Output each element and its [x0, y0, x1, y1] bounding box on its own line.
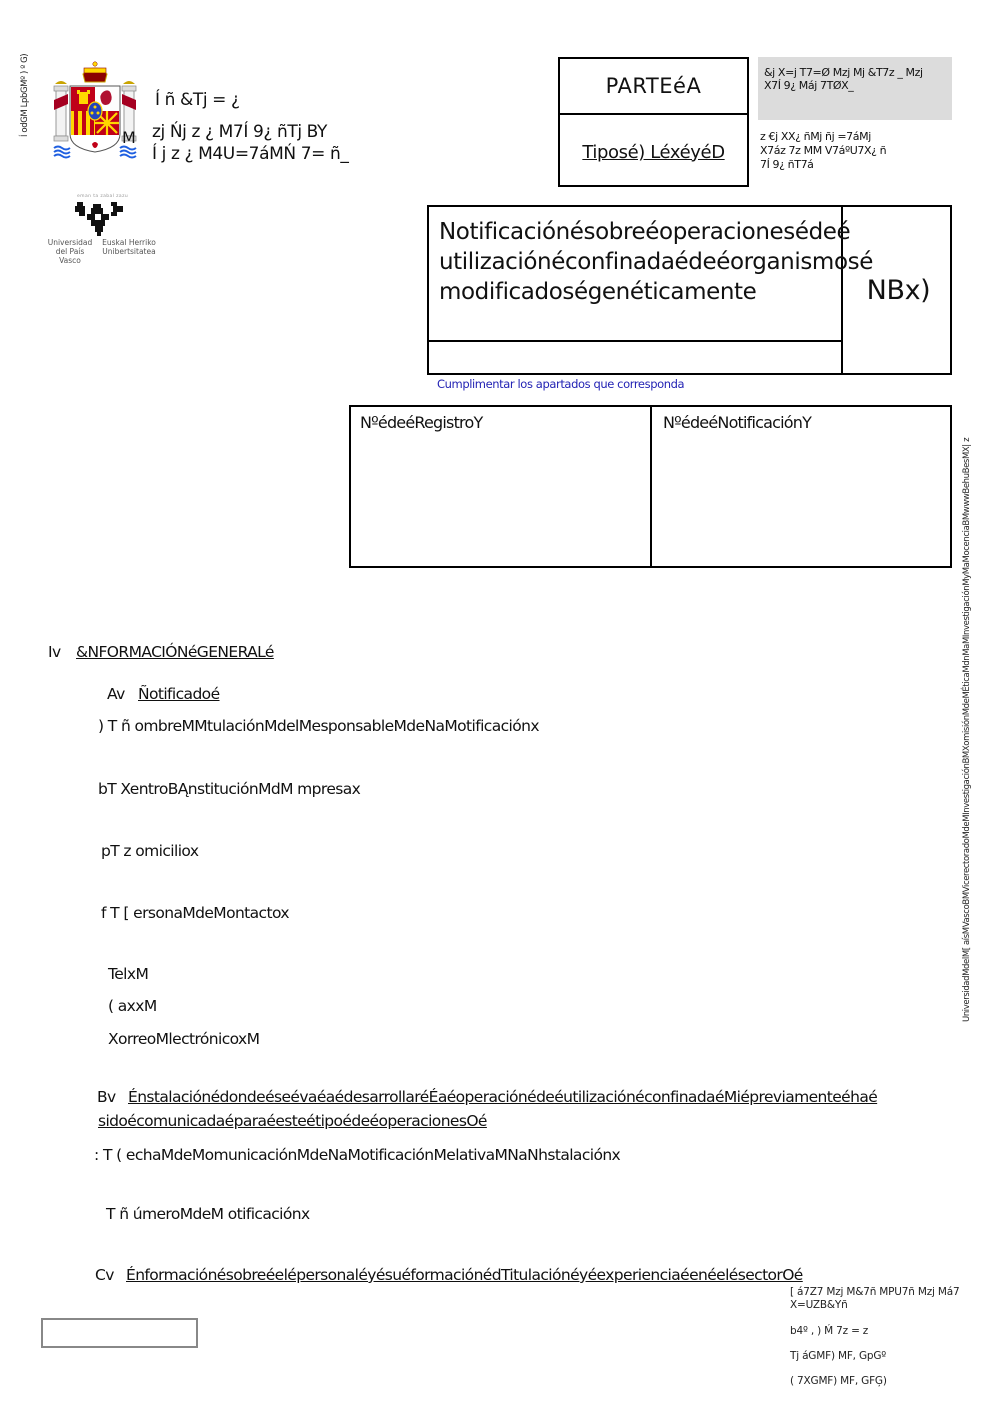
footer-line-5: ( 7XGMF) MF, GFĢ) — [790, 1375, 887, 1387]
footer-line-3: b4º , ) Ḿ 7z = z — [790, 1325, 869, 1337]
item-d-label: f T [ ersonaMdeMontactox — [101, 904, 289, 922]
gray-box-line2: X7Í 9¿ Máj 7TØX_ — [764, 79, 854, 92]
gray-sub-line3: 7Í 9¿ ñT7á — [760, 158, 814, 171]
blue-instruction-note: Cumplimentar los apartados que corresponda — [437, 377, 685, 391]
upv-ehu-logo — [45, 194, 160, 265]
upv-name-es-line1: Universidad — [47, 238, 93, 247]
form-title-line3: modificadoségenéticamente — [439, 279, 757, 305]
tipos-cell — [560, 117, 747, 187]
section-c-title: ÉnformaciónésobreéelépersonaléyésuéformaciónédTitulaciónéyéexperienciaéenéelésectorOé — [126, 1266, 803, 1284]
upv-name-es-line2: del País Vasco — [55, 247, 85, 265]
upv-logo-tree-icon — [73, 200, 125, 236]
registro-cell[interactable] — [351, 407, 652, 566]
notificacion-label: NºédeéNotificaciónY — [663, 413, 812, 432]
item-a1-label: ) T ñ ombreMMtulaciónMdelMesponsableMdeNaMotificaciónx — [98, 717, 539, 735]
upv-name-eu-line2: Unibertsitatea — [102, 247, 156, 256]
tel-label: TelxM — [108, 965, 149, 983]
ministry-name-line1: Í ñ &Tj = ¿ — [155, 90, 240, 110]
footer-line-2: X=UZB&Yñ — [790, 1299, 848, 1311]
form-title-line1: Notificaciónésobreéoperacionesédeé — [439, 219, 851, 245]
gray-sub-line1: z €j XX¿ ñMj ñj =7áMj — [760, 130, 871, 143]
item-c-label: pT z omiciliox — [101, 842, 199, 860]
section-i-number: Iv — [48, 643, 61, 661]
section-b-title-line1: ÉnstalaciónédondeéseévaéaédesarrollaréÉaéoperaciónédeéutilizaciónéconfinadaéMiépreviamenteéhaé — [128, 1088, 878, 1106]
section-b-title-line2: sidoécomunicadaéparaéesteétipoédeéoperacionesOé — [98, 1112, 487, 1130]
upv-logo-name-es — [45, 238, 95, 265]
item-b2-label: T ñ úmeroMdeM otificaciónx — [106, 1205, 310, 1223]
footer-line-1: [ á7Z7 Mzj M&7ñ MPU7ñ Mzj Má7 — [790, 1286, 960, 1298]
section-a-title: Ñotificadoé — [138, 685, 220, 703]
registro-label: NºédeéRegistroY — [360, 413, 483, 432]
upv-logo-motto: eman ta zabal zazu — [77, 194, 129, 199]
registry-table — [349, 405, 952, 568]
ministry-name-line3: Í j z ¿ M4U=7áMŃ 7= ñ_ — [152, 144, 349, 164]
footer-address-block — [790, 1286, 990, 1387]
reference-sub-text — [760, 130, 960, 172]
upv-logo-name-eu — [101, 238, 157, 256]
bottom-left-field-box[interactable] — [41, 1318, 198, 1348]
item-b-label: bT XentroBĄnstituciónMdM mpresax — [98, 780, 361, 798]
nb-label: NBx) — [866, 274, 931, 306]
section-c-number: Cv — [95, 1266, 114, 1284]
parte-a-label: PARTEéA — [605, 74, 702, 98]
form-title-box — [427, 205, 952, 375]
item-b1-label: : T ( echaMdeMomunicaciónMdeNaMotificaciónMelativaMNaNhstalaciónx — [94, 1146, 621, 1164]
nb-cell — [845, 207, 952, 373]
form-title-empty-strip[interactable] — [429, 342, 843, 373]
section-a-number: Av — [107, 685, 125, 703]
form-title-line2: utilizaciónéconfinadaédeéorganismosé — [439, 249, 873, 275]
left-margin-vertical-text: Í odGM LpbGMº ) º G) — [20, 53, 30, 137]
section-i-title: &NFORMACIÓNéGENERALé — [76, 643, 274, 661]
parte-a-cell — [560, 59, 747, 115]
ministry-name-line2: zj Ńj z ¿ M7Í 9¿ ñTj BY — [152, 122, 327, 142]
reference-gray-box — [758, 57, 952, 120]
tipos-label: Tiposé) LéxéyéD — [582, 141, 725, 163]
right-margin-vertical-text: UniversidadMdelM[ aísMVascoBMVicerectoradoMdeMInvestigaciónBMXomisiónMdeMÉticaMdnMaMInvestigaciónMyMaMocenciaBMwwwBehuBesMX| z — [962, 437, 972, 1022]
form-title-cell — [429, 207, 873, 342]
email-label: XorreoMlectrónicoxM — [108, 1030, 260, 1048]
footer-line-4: Tj áGMF) MF, GpGº — [790, 1350, 887, 1362]
notificacion-cell[interactable] — [654, 407, 874, 566]
ministry-m-mark: M — [122, 128, 136, 147]
fax-label: ( axxM — [108, 997, 157, 1015]
gray-sub-line2: X7áz 7z MM V7áºU7X¿ ñ — [760, 144, 887, 157]
section-b-number: Bv — [97, 1088, 116, 1106]
gray-box-line1: &j X=j T7=Ø Mzj Mj &T7z _ Mzj — [764, 66, 923, 79]
upv-name-eu-line1: Euskal Herriko — [102, 238, 156, 247]
parte-a-box — [558, 57, 749, 187]
